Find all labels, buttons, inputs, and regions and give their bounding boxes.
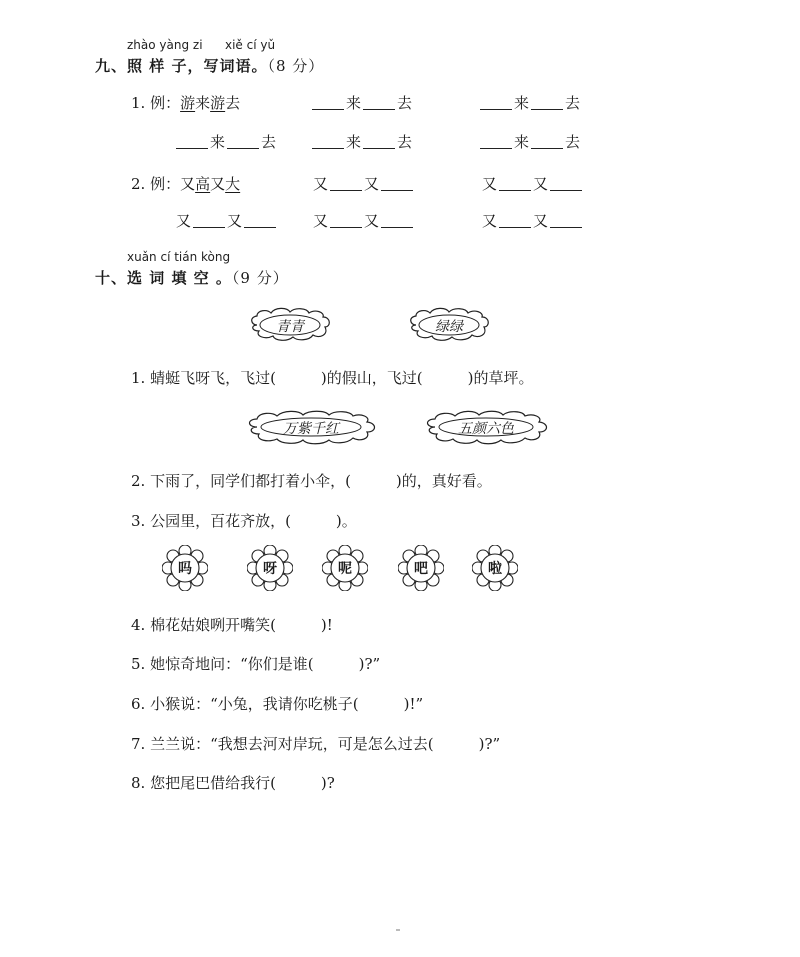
- s10-q3: 3. 公园里，百花齐放，( )。: [131, 512, 357, 530]
- word-cloud-lvlv: [404, 305, 494, 345]
- word-cloud-wuyan: [421, 408, 551, 446]
- you-text: 又: [227, 212, 243, 230]
- s9-q1-blank-c[interactable]: [174, 131, 276, 152]
- flower-word-ne: [322, 545, 368, 591]
- section9-pinyin-b: xiě cí yǔ: [225, 38, 276, 52]
- s10-q4: 4. 棉花姑娘咧开嘴笑( )!: [131, 616, 333, 634]
- flower-word: 呀: [263, 561, 277, 577]
- cloud-word: 万紫千红: [283, 421, 339, 437]
- s9-q1-ex-c1: 游: [180, 94, 196, 112]
- section10-pinyin: xuǎn cí tián kòng: [127, 250, 231, 264]
- s9-q1-example: [131, 92, 240, 113]
- you-text: 又: [364, 175, 380, 193]
- s9-q1-blank-b[interactable]: [478, 92, 580, 113]
- section10-heading: [95, 267, 289, 288]
- you-text: 又: [533, 212, 549, 230]
- s9-q2-blank-d[interactable]: [313, 210, 415, 231]
- section10-heading-text: 十、选 词 填 空 。: [95, 269, 232, 287]
- you-text: 又: [482, 212, 498, 230]
- flower-word-ma: [162, 545, 208, 591]
- lai-text: 来: [346, 133, 362, 151]
- s9-q2-ex-c1: 高: [195, 175, 211, 193]
- word-cloud-wanzi: [243, 408, 379, 446]
- word-cloud-qingqing: [245, 305, 335, 345]
- s9-q2-ex-y2: 又: [210, 175, 226, 193]
- section9-pinyin-a: zhào yàng zi: [127, 38, 203, 52]
- s9-q1-ex-m1: 来: [195, 94, 211, 112]
- flower-word: 呢: [338, 561, 352, 577]
- s9-q1-ex-c2: 游: [210, 94, 226, 112]
- lai-text: 来: [514, 94, 530, 112]
- you-text: 又: [313, 175, 329, 193]
- s10-q5: 5. 她惊奇地问：“你们是谁( )?”: [131, 655, 381, 673]
- section9-heading: [95, 55, 324, 76]
- lai-text: 来: [346, 94, 362, 112]
- section10-score: （9 分）: [231, 269, 289, 287]
- page-mark: [396, 929, 400, 931]
- s9-q2-label: 2. 例：: [131, 175, 181, 193]
- flower-word-la: [472, 545, 518, 591]
- s10-q7: 7. 兰兰说：“我想去河对岸玩，可是怎么过去( )?”: [131, 735, 501, 753]
- cloud-word: 青青: [276, 319, 304, 335]
- section9-score: （8 分）: [267, 57, 325, 75]
- qu-text: 去: [397, 94, 413, 112]
- you-text: 又: [533, 175, 549, 193]
- s10-q8: 8. 您把尾巴借给我行( )?: [131, 774, 335, 792]
- s9-q2-blank-c[interactable]: [176, 210, 278, 231]
- cloud-word: 绿绿: [435, 319, 463, 335]
- s10-q1: 1. 蜻蜓飞呀飞，飞过( )的假山，飞过( )的草坪。: [131, 369, 534, 387]
- qu-text: 去: [261, 133, 277, 151]
- you-text: 又: [482, 175, 498, 193]
- s9-q1-label: 1. 例：: [131, 94, 181, 112]
- s9-q1-blank-e[interactable]: [478, 131, 580, 152]
- flower-word-ya: [247, 545, 293, 591]
- you-text: 又: [313, 212, 329, 230]
- flower-word: 吧: [414, 561, 428, 577]
- flower-word: 吗: [178, 561, 192, 577]
- s9-q2-ex-y1: 又: [180, 175, 196, 193]
- s9-q2-blank-e[interactable]: [482, 210, 584, 231]
- flower-word: 啦: [488, 561, 502, 577]
- lai-text: 来: [210, 133, 226, 151]
- you-text: 又: [364, 212, 380, 230]
- s10-q2: 2. 下雨了，同学们都打着小伞，( )的，真好看。: [131, 472, 492, 490]
- lai-text: 来: [514, 133, 530, 151]
- s9-q2-blank-b[interactable]: [482, 173, 584, 194]
- qu-text: 去: [565, 133, 581, 151]
- s9-q2-ex-c2: 大: [225, 175, 241, 193]
- s10-q6: 6. 小猴说：“小兔，我请你吃桃子( )!”: [131, 695, 424, 713]
- s9-q1-blank-a[interactable]: [310, 92, 412, 113]
- cloud-word: 五颜六色: [458, 421, 514, 437]
- qu-text: 去: [397, 133, 413, 151]
- s9-q1-ex-m2: 去: [225, 94, 241, 112]
- s9-q2-example: [131, 173, 240, 194]
- qu-text: 去: [565, 94, 581, 112]
- flower-word-ba: [398, 545, 444, 591]
- you-text: 又: [176, 212, 192, 230]
- section9-heading-text: 九、照 样 子，写词语。: [95, 57, 268, 75]
- s9-q1-blank-d[interactable]: [310, 131, 412, 152]
- s9-q2-blank-a[interactable]: [313, 173, 415, 194]
